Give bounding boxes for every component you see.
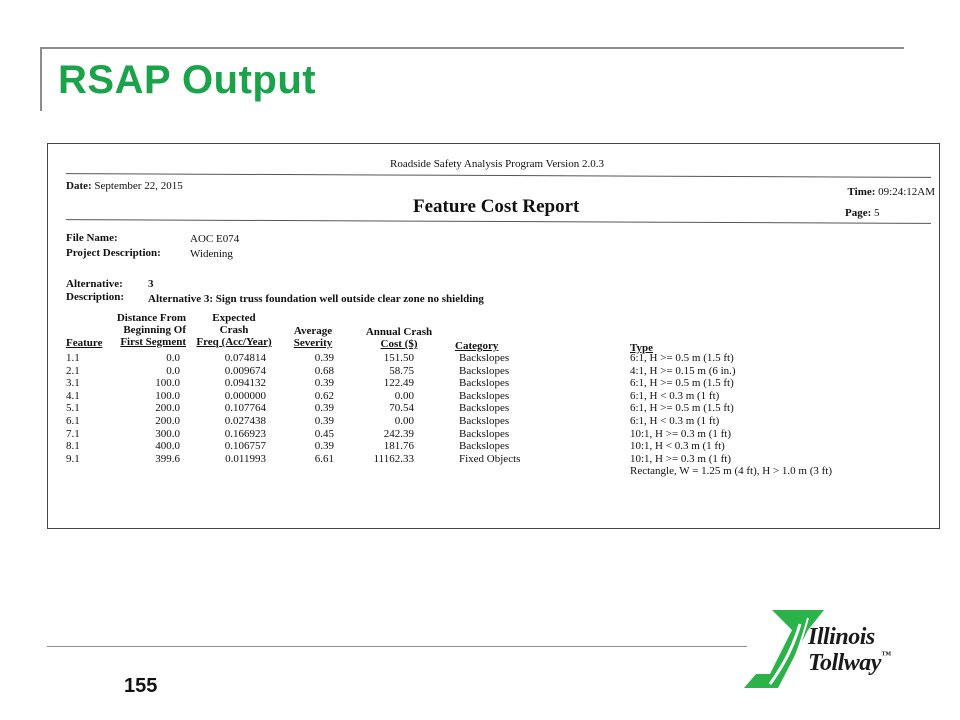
cell-severity: 0.39 bbox=[314, 415, 334, 427]
cell-type: 10:1, H >= 0.3 m (1 ft) bbox=[630, 427, 732, 440]
cell-distance: 399.6 bbox=[155, 452, 180, 465]
page-value: 5 bbox=[874, 207, 880, 219]
cell-category: Backslopes bbox=[459, 440, 510, 453]
time-value: 09:24:12AM bbox=[878, 186, 935, 198]
cell-type: Rectangle, W = 1.25 m (4 ft), H > 1.0 m (3 ft) bbox=[630, 465, 833, 478]
cell-feature: 6.1 bbox=[66, 415, 80, 427]
cell-category: Fixed Objects bbox=[459, 452, 521, 465]
cell-distance: 200.0 bbox=[155, 415, 180, 427]
page-label: Page: bbox=[845, 207, 872, 219]
cell-type: 6:1, H < 0.3 m (1 ft) bbox=[630, 389, 720, 402]
cell-category: Backslopes bbox=[459, 352, 510, 364]
cell-cost: 181.76 bbox=[383, 440, 414, 453]
cell-cost: 122.49 bbox=[383, 377, 414, 390]
cell-distance: 0.0 bbox=[166, 364, 180, 377]
cell-type: 6:1, H >= 0.5 m (1.5 ft) bbox=[630, 377, 734, 390]
description-label: Description: bbox=[66, 291, 125, 303]
cell-distance: 0.0 bbox=[166, 352, 180, 364]
cell-category: Backslopes bbox=[459, 389, 510, 402]
cell-cost: 11162.33 bbox=[373, 452, 414, 465]
cell-distance: 100.0 bbox=[155, 377, 180, 390]
cell-feature: 3.1 bbox=[66, 377, 80, 390]
project-description-value: Widening bbox=[190, 248, 233, 260]
cell-crash-freq: 0.009674 bbox=[224, 364, 266, 377]
cell-severity: 0.39 bbox=[314, 440, 334, 453]
cell-cost: 0.00 bbox=[394, 415, 414, 427]
page-number: 155 bbox=[124, 675, 158, 697]
report-heading: Feature Cost Report bbox=[413, 196, 580, 217]
report-rule-top bbox=[66, 173, 931, 178]
cell-cost: 0.00 bbox=[394, 389, 414, 402]
project-description-label: Project Description: bbox=[66, 247, 161, 259]
cell-feature: 9.1 bbox=[66, 452, 80, 465]
program-title: Roadside Safety Analysis Program Version 2.0.3 bbox=[390, 158, 604, 170]
cell-feature: 4.1 bbox=[66, 389, 80, 402]
cell-distance: 300.0 bbox=[155, 427, 180, 440]
alternative-label: Alternative: bbox=[66, 278, 123, 290]
header-feature: Feature bbox=[66, 337, 103, 349]
slide-title: RSAP Output bbox=[58, 58, 317, 102]
report-rule-bottom bbox=[66, 219, 931, 224]
cell-cost: 58.75 bbox=[389, 364, 414, 377]
header-type: Type bbox=[630, 342, 654, 354]
cell-feature: 7.1 bbox=[66, 427, 80, 440]
date-value: September 22, 2015 bbox=[94, 180, 183, 192]
report-time bbox=[848, 186, 936, 198]
cell-category: Backslopes bbox=[459, 427, 510, 440]
cell-crash-freq: 0.011993 bbox=[225, 452, 266, 465]
cell-category: Backslopes bbox=[459, 415, 510, 427]
file-name-value: AOC E074 bbox=[190, 233, 240, 245]
report-date bbox=[66, 180, 183, 192]
cell-cost: 242.39 bbox=[383, 427, 414, 440]
cell-category: Backslopes bbox=[459, 377, 510, 390]
header-category: Category bbox=[455, 340, 499, 352]
cell-crash-freq: 0.106757 bbox=[224, 440, 266, 453]
bottom-rule bbox=[47, 646, 747, 647]
cell-type: 10:1, H < 0.3 m (1 ft) bbox=[630, 440, 725, 453]
cell-feature: 8.1 bbox=[66, 440, 80, 453]
cell-severity: 0.39 bbox=[314, 352, 334, 364]
header-cost: Annual Crash Cost ($) bbox=[365, 326, 433, 350]
cell-distance: 400.0 bbox=[155, 440, 180, 453]
cell-type: 6:1, H >= 0.5 m (1.5 ft) bbox=[630, 402, 734, 415]
cell-severity: 0.68 bbox=[314, 364, 334, 377]
logo-line-tollway: Tollway™ bbox=[808, 650, 891, 676]
cell-crash-freq: 0.027438 bbox=[224, 415, 266, 427]
cell-severity: 0.39 bbox=[314, 377, 334, 390]
cell-severity: 6.61 bbox=[314, 452, 334, 465]
time-label: Time: bbox=[847, 186, 876, 198]
header-severity: Average Severity bbox=[293, 325, 333, 349]
cell-cost: 70.54 bbox=[389, 402, 414, 415]
cell-feature: 5.1 bbox=[66, 402, 80, 415]
cell-type: 6:1, H < 0.3 m (1 ft) bbox=[630, 415, 720, 427]
top-rule bbox=[40, 47, 904, 49]
cell-cost: 151.50 bbox=[383, 352, 414, 364]
cell-severity: 0.62 bbox=[314, 389, 334, 402]
cell-crash-freq: 0.166923 bbox=[224, 427, 266, 440]
cell-crash-freq: 0.107764 bbox=[224, 402, 266, 415]
left-rule bbox=[40, 47, 42, 111]
header-crash-freq: Expected Crash Freq (Acc/Year) bbox=[196, 312, 272, 348]
cell-category: Backslopes bbox=[459, 402, 510, 415]
cell-severity: 0.45 bbox=[314, 427, 334, 440]
description-value: Alternative 3: Sign truss foundation well outside clear zone no shielding bbox=[148, 293, 484, 305]
cell-distance: 100.0 bbox=[155, 389, 180, 402]
cell-severity: 0.39 bbox=[314, 402, 334, 415]
cell-feature: 1.1 bbox=[66, 352, 80, 364]
cell-crash-freq: 0.094132 bbox=[224, 377, 266, 390]
report-page bbox=[845, 207, 880, 219]
header-distance: Distance From Beginning Of First Segment bbox=[116, 312, 186, 348]
cell-type: 4:1, H >= 0.15 m (6 in.) bbox=[630, 364, 736, 377]
cell-category: Backslopes bbox=[459, 364, 510, 377]
cell-type: 6:1, H >= 0.5 m (1.5 ft) bbox=[630, 352, 734, 364]
cell-type: 10:1, H >= 0.3 m (1 ft) bbox=[630, 452, 732, 465]
logo-line-illinois: Illinois bbox=[808, 624, 875, 650]
date-label: Date: bbox=[66, 180, 92, 192]
alternative-value: 3 bbox=[148, 278, 154, 290]
cell-crash-freq: 0.074814 bbox=[224, 352, 266, 364]
report-scan bbox=[47, 143, 940, 529]
file-name-label: File Name: bbox=[66, 232, 118, 244]
cell-distance: 200.0 bbox=[155, 402, 180, 415]
cell-feature: 2.1 bbox=[66, 364, 80, 377]
cell-crash-freq: 0.000000 bbox=[224, 389, 266, 402]
